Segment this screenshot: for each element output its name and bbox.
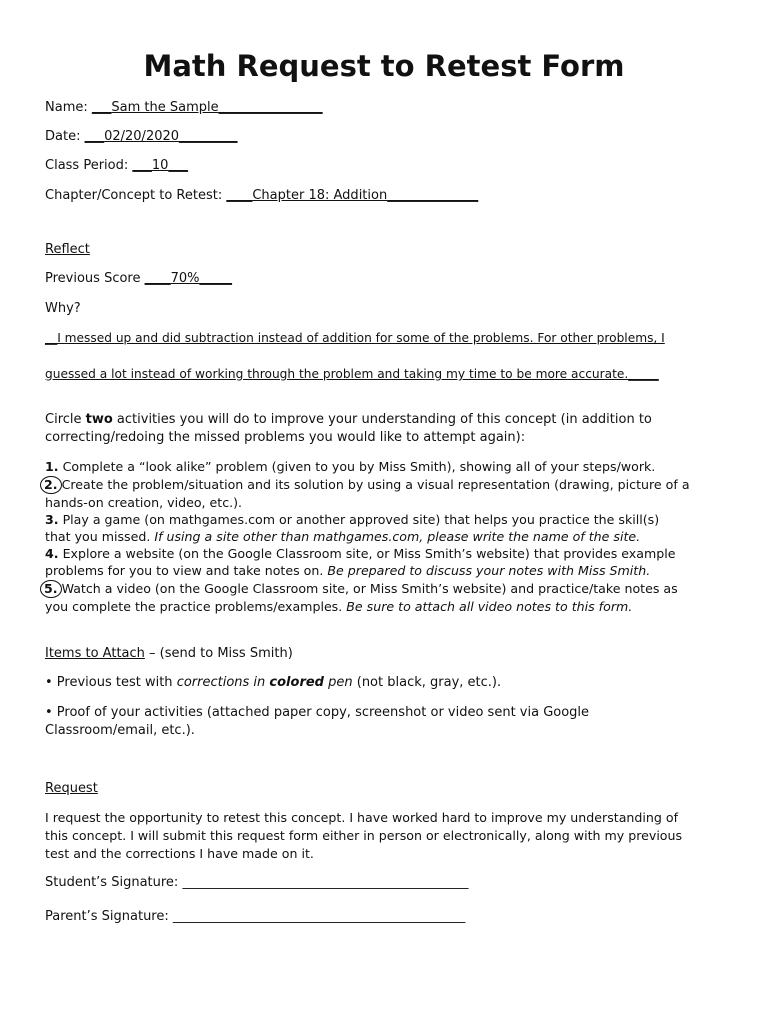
attach-item-1-bold: colored: [269, 675, 324, 690]
activity-2[interactable]: [45, 476, 690, 494]
period-post: ___: [168, 158, 188, 173]
class-period-field[interactable]: [45, 157, 188, 175]
chapter-field[interactable]: [45, 187, 478, 205]
attach-item-1-post: (not black, gray, etc.).: [352, 675, 502, 690]
activity-4-line-2-italic: Be prepared to discuss your notes with Miss Smith.: [327, 563, 651, 578]
items-to-attach-note: – (send to Miss Smith): [144, 646, 293, 661]
attach-item-1-pre: • Previous test with: [45, 675, 177, 690]
student-signature-field[interactable]: Student’s Signature: ____________________________________________: [45, 875, 469, 890]
activity-5-circled-number: 5.: [40, 580, 62, 598]
activity-5-line-2-pre: you complete the practice problems/examples.: [45, 599, 347, 614]
activity-1-number: 1.: [45, 459, 59, 474]
page-title: Math Request to Retest Form: [143, 49, 625, 83]
activity-5-line-2-italic: Be sure to attach all video notes to this form.: [346, 599, 633, 614]
name-post: ________________: [218, 100, 323, 115]
attach-item-1-italic-2: pen: [323, 675, 353, 690]
request-line-3: test and the corrections I have made on it.: [45, 846, 314, 861]
activity-3-line-2-pre: that you missed.: [45, 529, 155, 544]
previous-score-label: Previous Score: [45, 271, 145, 286]
reflect-answer-line-1[interactable]: __I messed up and did subtraction instead of addition for some of the problems. For other problems, I: [45, 331, 665, 345]
activity-3[interactable]: [45, 511, 659, 529]
reflect-answer-line-2[interactable]: guessed a lot instead of working through the problem and taking my time to be more accurate._____: [45, 367, 659, 381]
activity-2-text: Create the problem/situation and its solution by using a visual representation (drawing, picture of a: [61, 477, 690, 492]
attach-item-1-italic: corrections in: [176, 675, 270, 690]
name-label: Name:: [45, 100, 92, 115]
date-label: Date:: [45, 129, 85, 144]
activity-3-line-2-italic: If using a site other than mathgames.com, please write the name of the site.: [154, 529, 641, 544]
activity-5-line-2: [45, 598, 632, 616]
chapter-post: ______________: [387, 188, 479, 203]
activity-3-text: Play a game (on mathgames.com or another approved site) that helps you practice the skill(s): [58, 512, 660, 527]
attach-item-1: [45, 674, 501, 692]
circle-instruction-line-2: correcting/redoing the missed problems you would like to attempt again):: [45, 430, 526, 445]
chapter-value: Chapter 18: Addition: [252, 188, 388, 203]
activity-4-text: Explore a website (on the Google Classroom site, or Miss Smith’s website) that provides example: [58, 546, 676, 561]
parent-signature-field[interactable]: Parent’s Signature: _____________________________________________: [45, 909, 466, 924]
circle-instruction: [45, 411, 652, 429]
period-value: 10: [151, 158, 169, 173]
circle-post: activities you will do to improve your understanding of this concept (in addition to: [112, 412, 652, 427]
activity-2-line-2: hands-on creation, video, etc.).: [45, 495, 243, 510]
attach-item-2-line-2: Classroom/email, etc.).: [45, 723, 195, 738]
activity-1-text: Complete a “look alike” problem (given to you by Miss Smith), showing all of your steps/work.: [58, 459, 656, 474]
items-to-attach-heading: [45, 645, 293, 663]
period-pre: ___: [132, 158, 152, 173]
activity-5[interactable]: [45, 580, 678, 598]
name-pre: ___: [91, 100, 112, 115]
date-field[interactable]: [45, 128, 238, 146]
reflect-heading: Reflect: [45, 242, 90, 257]
attach-item-2-line-1: • Proof of your activities (attached paper copy, screenshot or video sent via Google: [45, 705, 590, 720]
activity-3-number: 3.: [45, 512, 59, 527]
circle-pre: Circle: [45, 412, 86, 427]
request-line-2: this concept. I will submit this request form either in person or electronically, along with my previous: [45, 828, 683, 843]
chapter-pre: ____: [226, 188, 253, 203]
activity-4-line-2: [45, 562, 650, 580]
date-post: _________: [179, 129, 238, 144]
activity-3-line-2: [45, 528, 640, 546]
date-value: 02/20/2020: [104, 129, 180, 144]
activity-4[interactable]: [45, 545, 675, 563]
chapter-label: Chapter/Concept to Retest:: [45, 188, 227, 203]
activity-1[interactable]: [45, 458, 655, 476]
activity-4-number: 4.: [45, 546, 59, 561]
circle-bold: two: [85, 412, 113, 427]
why-label: Why?: [45, 301, 81, 316]
name-value: Sam the Sample: [111, 100, 219, 115]
name-field[interactable]: [45, 99, 323, 117]
activity-4-line-2-pre: problems for you to view and take notes on.: [45, 563, 328, 578]
request-line-1: I request the opportunity to retest this concept. I have worked hard to improve my understanding of: [45, 810, 679, 825]
previous-score-pre: ____: [144, 271, 171, 286]
activity-2-circled-number: 2.: [40, 476, 62, 494]
previous-score-field[interactable]: [45, 270, 232, 288]
period-label: Class Period:: [45, 158, 133, 173]
request-heading: Request: [45, 781, 98, 796]
activity-5-text: Watch a video (on the Google Classroom site, or Miss Smith’s website) and practice/take notes as: [61, 581, 678, 596]
previous-score-value: 70%: [170, 271, 200, 286]
items-to-attach-title: Items to Attach: [45, 646, 145, 661]
previous-score-post: _____: [199, 271, 233, 286]
date-pre: ___: [84, 129, 105, 144]
